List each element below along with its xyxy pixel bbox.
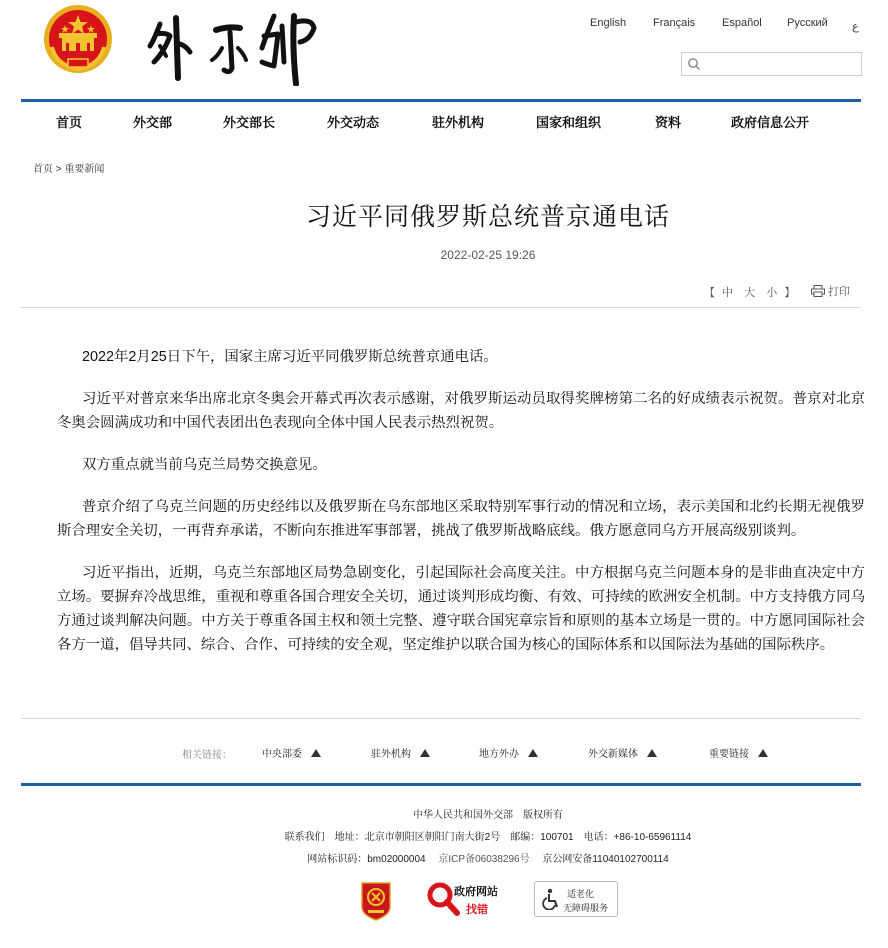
triangle-up-icon	[311, 749, 321, 757]
gov-site-report-error-badge[interactable]	[426, 879, 506, 917]
article-body	[57, 345, 865, 655]
article-paragraph: 习近平指出，近期，乌克兰东部地区局势急剧变化，引起国际社会高度关注。中方根据乌克兰问题本身的是非曲直决定中方立场。要摒弃冷战思维，重视和尊重各国合理安全关切，通过谈判形成均衡、有效、可持续的欧洲安全机制。中方支持俄方同乌方通过谈判解决问题。中方关于尊重各国主权和领土完整、遵守联合国宪章宗旨和原则的基本立场是一贯的。中方愿同国际社会各方一道，倡导共同、综合、合作、可持续的安全观，坚定维护以联合国为核心的国际体系和以国际法为基础的国际秩序。	[57, 565, 865, 653]
related-links-label: 相关链接：	[182, 750, 232, 761]
related-link-new-media[interactable]	[588, 745, 657, 760]
elderly-label: 适老化	[567, 889, 595, 899]
search-box[interactable]	[681, 52, 862, 76]
police-record-link[interactable]: 京公网安备11040102700114	[542, 854, 669, 865]
nav-minister[interactable]: 外交部长	[223, 115, 276, 130]
related-link-central-ministries[interactable]	[262, 745, 321, 760]
triangle-up-icon	[420, 749, 430, 757]
article-paragraph: 习近平对普京来华出席北京冬奥会开幕式再次表示感谢，对俄罗斯运动员取得奖牌榜第二名的好成绩表示祝贺。普京对北京冬奥会圆满成功和中国代表团出色表现向全体中国人民表示热烈祝贺。	[57, 391, 865, 431]
gov-site-label: 政府网站	[454, 886, 498, 898]
nav-missions-abroad[interactable]: 驻外机构	[432, 115, 485, 130]
lang-arabic-link-cropped[interactable]: ع	[852, 21, 859, 33]
lang-spanish-link[interactable]: Español	[722, 17, 762, 29]
related-links-top-divider	[21, 718, 861, 719]
breadcrumb-home-link[interactable]: 首页	[33, 164, 53, 175]
footer-contact	[0, 828, 888, 843]
bracket-close: 】	[784, 287, 796, 299]
footer-copyright: 中华人民共和国外交部 版权所有	[413, 810, 563, 821]
breadcrumb	[33, 160, 104, 175]
font-size-controls	[704, 284, 795, 300]
triangle-up-icon	[647, 749, 657, 757]
footer-contact-text: 联系我们 地址：北京市朝阳区朝阳门南大街2号 邮编：100701 电话：+86-10-65961114	[284, 832, 692, 843]
ministry-calligraphy-logo	[146, 6, 328, 86]
related-link-label: 中央部委	[262, 749, 302, 760]
site-id-label: 网站标识码：	[307, 854, 368, 865]
lang-english-link[interactable]: English	[590, 17, 627, 29]
party-organization-badge-icon[interactable]	[358, 879, 394, 921]
breadcrumb-current-link[interactable]: 重要新闻	[64, 164, 105, 175]
article-header-divider	[21, 307, 861, 308]
font-size-medium-button[interactable]: 大	[744, 287, 756, 299]
triangle-up-icon	[758, 749, 768, 757]
related-link-label: 地方外办	[479, 749, 519, 760]
nav-materials[interactable]: 资料	[655, 115, 682, 130]
related-link-local-fao[interactable]	[479, 745, 538, 760]
header-divider	[21, 99, 861, 102]
font-size-small-button[interactable]: 小	[766, 287, 778, 299]
bracket-open: 【	[704, 287, 715, 299]
lang-french-link[interactable]: Français	[653, 17, 696, 29]
footer-divider	[21, 783, 861, 786]
nav-home[interactable]: 首页	[56, 115, 83, 130]
wheelchair-icon	[541, 888, 561, 910]
accessibility-label: 无障碍服务	[563, 903, 609, 913]
related-link-important[interactable]	[709, 745, 768, 760]
report-error-label: 找错	[466, 904, 488, 916]
article-paragraph: 2022年2月25日下午，国家主席习近平同俄罗斯总统普京通电话。	[82, 349, 498, 365]
nav-diplomatic-activities[interactable]: 外交动态	[327, 115, 380, 130]
article-title: 习近平同俄罗斯总统普京通电话	[305, 203, 670, 231]
breadcrumb-separator: >	[55, 164, 62, 175]
related-link-label: 外交新媒体	[588, 749, 638, 760]
search-icon[interactable]	[687, 57, 701, 71]
nav-countries-organizations[interactable]: 国家和组织	[536, 115, 602, 130]
national-emblem	[42, 3, 114, 75]
printer-icon	[811, 285, 825, 297]
print-button[interactable]	[811, 283, 850, 299]
search-input[interactable]	[704, 55, 858, 75]
nav-gov-info-disclosure[interactable]: 政府信息公开	[731, 115, 810, 130]
print-label: 打印	[828, 286, 850, 298]
nav-ministry[interactable]: 外交部	[133, 115, 173, 130]
footer-registration	[0, 850, 888, 865]
article-paragraph: 双方重点就当前乌克兰局势交换意见。	[82, 457, 327, 473]
article-datetime: 2022-02-25 19:26	[440, 248, 536, 262]
site-id: bm02000004	[367, 854, 426, 865]
related-link-missions[interactable]	[371, 745, 430, 760]
triangle-up-icon	[528, 749, 538, 757]
icp-link[interactable]: 京ICP备06038296号	[438, 854, 530, 865]
font-size-large-button[interactable]: 中	[722, 287, 734, 299]
related-link-label: 驻外机构	[371, 749, 411, 760]
lang-russian-link[interactable]: Русский	[787, 17, 828, 29]
article-paragraph: 普京介绍了乌克兰问题的历史经纬以及俄罗斯在乌东部地区采取特别军事行动的情况和立场，表示美国和北约长期无视俄罗斯合理安全关切，一再背弃承诺，不断向东推进军事部署，挑战了俄罗斯战略底线。俄方愿意同乌方开展高级别谈判。	[57, 499, 865, 539]
elderly-accessibility-badge[interactable]	[534, 881, 618, 917]
related-link-label: 重要链接	[709, 749, 749, 760]
